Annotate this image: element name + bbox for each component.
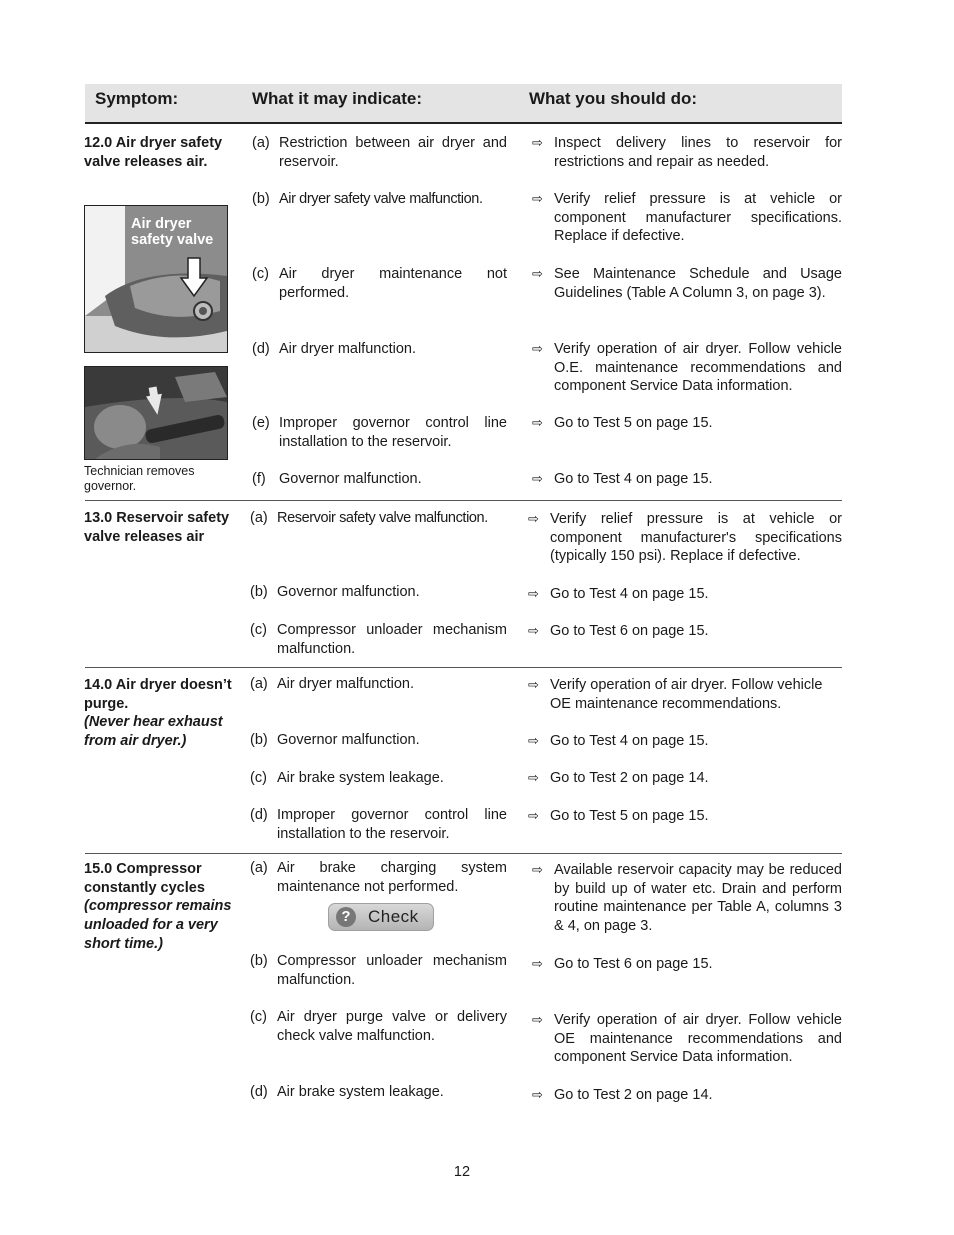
- arrow-right-icon: ⇨: [532, 1012, 543, 1027]
- header-symptom: Symptom:: [95, 89, 179, 108]
- cause-15a: (a) Air brake charging system maintenance not performed.: [250, 860, 507, 895]
- cause-12f: (f) Governor malfunction.: [252, 471, 422, 487]
- action-15d: ⇨ Go to Test 2 on page 14.: [532, 1087, 713, 1103]
- section-divider: [85, 853, 842, 854]
- check-button[interactable]: [328, 903, 434, 931]
- arrow-right-icon: ⇨: [528, 770, 539, 785]
- cause-12d: (d) Air dryer malfunction.: [252, 341, 416, 357]
- cause-12e: (e) Improper governor control line installation to the reservoir.: [252, 415, 507, 450]
- table-header: [85, 84, 842, 124]
- technician-illustration: [85, 367, 227, 459]
- arrow-right-icon: ⇨: [532, 415, 543, 430]
- arrow-right-icon: ⇨: [532, 341, 543, 356]
- action-12e: ⇨ Go to Test 5 on page 15.: [532, 415, 713, 431]
- action-12b: ⇨ Verify relief pressure is at vehicle or component manufacturer specifications. Replace if defective.: [532, 191, 842, 245]
- arrow-right-icon: ⇨: [532, 135, 543, 150]
- arrow-right-icon: ⇨: [528, 586, 539, 601]
- question-icon: ?: [336, 907, 356, 927]
- cause-14b: (b) Governor malfunction.: [250, 732, 420, 748]
- check-button-label: Check: [368, 907, 419, 926]
- arrow-right-icon: ⇨: [532, 191, 543, 206]
- symptom-13: [84, 509, 234, 546]
- action-12f: ⇨ Go to Test 4 on page 15.: [532, 471, 713, 487]
- action-14d: ⇨ Go to Test 5 on page 15.: [528, 808, 709, 824]
- cause-15d: (d) Air brake system leakage.: [250, 1084, 444, 1100]
- symptom-14: [84, 676, 234, 751]
- arrow-right-icon: ⇨: [528, 511, 539, 526]
- action-13b: ⇨ Go to Test 4 on page 15.: [528, 586, 709, 602]
- symptom-12: [84, 134, 234, 171]
- symptom-title: 13.0 Reservoir safety valve releases air: [84, 510, 230, 545]
- technician-photo: [84, 366, 228, 460]
- symptom-note: (compressor remains unloaded for a very short time.): [84, 898, 232, 952]
- action-14c: ⇨ Go to Test 2 on page 14.: [528, 770, 709, 786]
- arrow-right-icon: ⇨: [532, 1087, 543, 1102]
- cause-14d: (d) Improper governor control line installation to the reservoir.: [250, 807, 507, 842]
- action-12c: ⇨ See Maintenance Schedule and Usage Guidelines (Table A Column 3, on page 3).: [532, 266, 842, 301]
- action-12a: ⇨ Inspect delivery lines to reservoir for restrictions and repair as needed.: [532, 135, 842, 170]
- cause-12a: (a) Restriction between air dryer and reservoir.: [252, 135, 507, 170]
- cause-13c: (c) Compressor unloader mechanism malfunction.: [250, 622, 507, 657]
- cause-13b: (b) Governor malfunction.: [250, 584, 420, 600]
- action-13a: ⇨ Verify relief pressure is at vehicle or component manufacturer's specifications (typically 150 psi). Replace if defective.: [528, 511, 842, 565]
- cause-15c: (c) Air dryer purge valve or delivery check valve malfunction.: [250, 1009, 507, 1044]
- symptom-15: [84, 860, 234, 954]
- photo-caption: Technician removes governor.: [84, 464, 195, 493]
- cause-12b: (b) Air dryer safety valve malfunction.: [252, 191, 483, 207]
- cause-13a: (a) Reservoir safety valve malfunction.: [250, 510, 488, 526]
- arrow-right-icon: ⇨: [528, 808, 539, 823]
- photo-label: Air dryer safety valve: [131, 216, 214, 248]
- action-15a: ⇨ Available reservoir capacity may be reduced by build up of water etc. Drain and perform routine maintenance per Table A, columns 3 & 4, on page 3.: [532, 862, 842, 935]
- action-14b: ⇨ Go to Test 4 on page 15.: [528, 733, 709, 749]
- symptom-title: 14.0 Air dryer doesn’t purge.: [84, 677, 232, 712]
- arrow-right-icon: ⇨: [532, 862, 543, 877]
- cause-14c: (c) Air brake system leakage.: [250, 770, 444, 786]
- arrow-right-icon: ⇨: [532, 956, 543, 971]
- action-15c: ⇨ Verify operation of air dryer. Follow vehicle OE maintenance recommendations and component Service Data information.: [532, 1012, 842, 1066]
- arrow-right-icon: ⇨: [532, 266, 543, 281]
- action-15b: ⇨ Go to Test 6 on page 15.: [532, 956, 713, 972]
- arrow-right-icon: ⇨: [528, 677, 539, 692]
- air-dryer-photo: [84, 205, 228, 353]
- header-do: What you should do:: [529, 89, 698, 108]
- action-12d: ⇨ Verify operation of air dryer. Follow vehicle O.E. maintenance recommendations and component Service Data information.: [532, 341, 842, 395]
- cause-14a: (a) Air dryer malfunction.: [250, 676, 414, 692]
- arrow-right-icon: ⇨: [528, 733, 539, 748]
- arrow-right-icon: ⇨: [532, 471, 543, 486]
- action-13c: ⇨ Go to Test 6 on page 15.: [528, 623, 709, 639]
- section-divider: [85, 500, 842, 501]
- cause-15b: (b) Compressor unloader mechanism malfunction.: [250, 953, 507, 988]
- symptom-title: 12.0 Air dryer safety valve releases air.: [84, 135, 223, 170]
- symptom-note: (Never hear exhaust from air dryer.): [84, 714, 223, 750]
- arrow-right-icon: ⇨: [528, 623, 539, 638]
- header-indicate: What it may indicate:: [252, 89, 423, 108]
- section-divider: [85, 667, 842, 668]
- page-number: 12: [453, 1164, 471, 1180]
- symptom-title: 15.0 Compressor constantly cycles: [84, 861, 205, 896]
- action-14a: ⇨ Verify operation of air dryer. Follow vehicle OE maintenance recommendations.: [528, 677, 823, 712]
- cause-12c: (c) Air dryer maintenance not performed.: [252, 266, 507, 301]
